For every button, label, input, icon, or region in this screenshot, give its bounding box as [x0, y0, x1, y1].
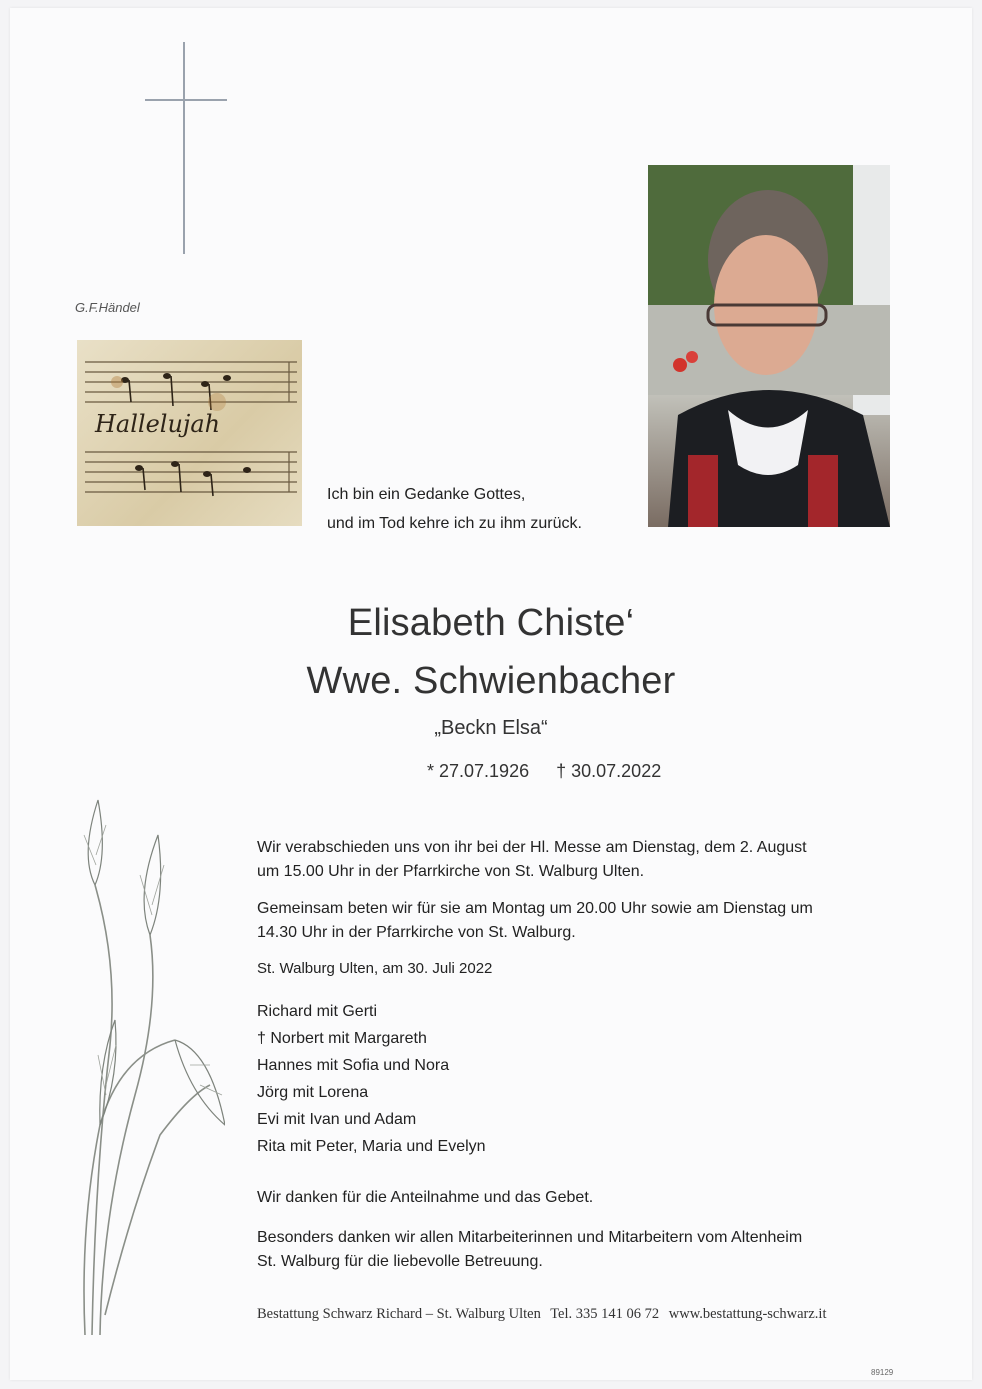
footer-website: www.bestattung-schwarz.it: [668, 1306, 827, 1322]
mass-line-1: Wir verabschieden uns von ihr bei der Hl. Messe am Dienstag, dem 2. August: [257, 839, 807, 856]
footer-phone: Tel. 335 141 06 72: [550, 1306, 660, 1322]
life-dates: [427, 761, 683, 782]
cross-icon-bar: [145, 99, 227, 101]
family-member: † Norbert mit Margareth: [257, 1030, 427, 1047]
quote-line-1: Ich bin ein Gedanke Gottes,: [327, 486, 526, 503]
thanks-paragraph: [257, 1226, 897, 1274]
cross-icon: [183, 42, 185, 254]
thanks-line-1: Wir danken für die Anteilnahme und das Gebet.: [257, 1189, 594, 1206]
footer-company: Bestattung Schwarz Richard – St. Walburg Ulten: [257, 1306, 541, 1322]
score-inscription: Hallelujah: [95, 410, 221, 438]
quote-line-2: und im Tod kehre ich zu ihm zurück.: [327, 515, 582, 532]
prayer-line-1: Gemeinsam beten wir für sie am Montag um 20.00 Uhr sowie am Dienstag um: [257, 900, 813, 917]
birth-date: * 27.07.1926: [427, 761, 530, 781]
death-date: † 30.07.2022: [556, 761, 662, 781]
thanks-line-2: Besonders danken wir allen Mitarbeiterinnen und Mitarbeitern vom Altenheim: [257, 1229, 803, 1246]
family-member: Hannes mit Sofia und Nora: [257, 1057, 450, 1074]
footer: [257, 1306, 832, 1323]
deceased-name: Elisabeth Chiste‘: [347, 602, 635, 644]
composer-caption: G.F.Händel: [75, 300, 140, 315]
family-member: Jörg mit Lorena: [257, 1084, 369, 1101]
deceased-nickname: „Beckn Elsa“: [434, 717, 548, 739]
prayer-line-2: 14.30 Uhr in der Pfarrkirche von St. Walburg.: [257, 924, 576, 941]
family-list: [257, 998, 486, 1160]
mass-announcement: [257, 836, 897, 884]
deceased-married-name: Wwe. Schwienbacher: [306, 660, 676, 702]
family-member: Richard mit Gerti: [257, 1003, 378, 1020]
place-date: St. Walburg Ulten, am 30. Juli 2022: [257, 960, 493, 977]
portrait-photo: [648, 165, 890, 527]
music-score-image: [77, 340, 302, 526]
mass-line-2: um 15.00 Uhr in der Pfarrkirche von St. Walburg Ulten.: [257, 863, 645, 880]
wheat-ears-icon: [40, 795, 225, 1335]
quote: [327, 480, 582, 538]
family-member: Evi mit Ivan und Adam: [257, 1111, 417, 1128]
family-member: Rita mit Peter, Maria und Evelyn: [257, 1138, 486, 1155]
print-code: 89129: [871, 1368, 894, 1377]
prayer-announcement: [257, 897, 897, 945]
thanks-line-3: St. Walburg für die liebevolle Betreuung.: [257, 1253, 543, 1270]
